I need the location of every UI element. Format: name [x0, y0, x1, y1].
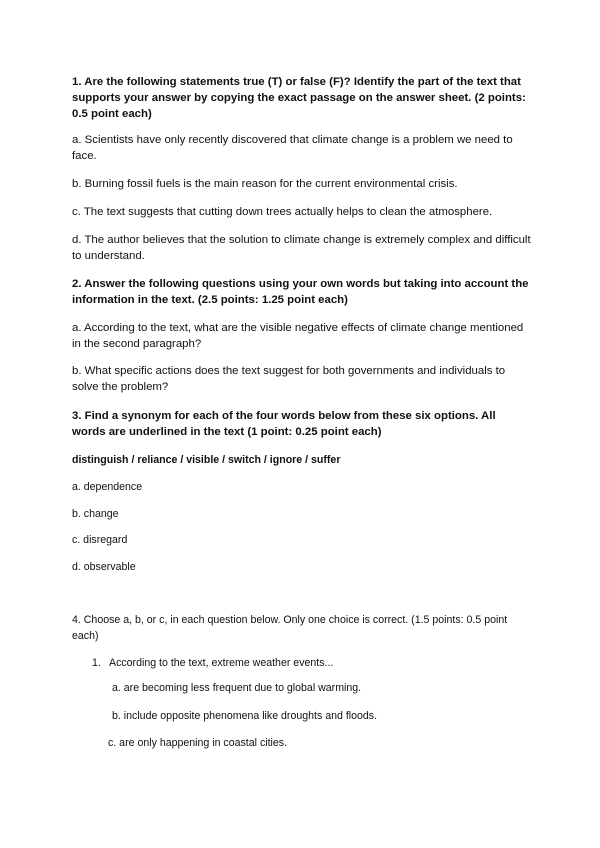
question-3-item-b: b. change	[72, 508, 119, 520]
question-3-options: distinguish / reliance / visible / switch / ignore / suffer	[72, 454, 341, 466]
question-2-item-a: a. According to the text, what are the visible negative effects of climate change mentioned in the second paragraph?	[72, 322, 524, 351]
question-1-item-b: b. Burning fossil fuels is the main reason for the current environmental crisis.	[72, 178, 458, 190]
question-2-item-b: b. What specific actions does the text suggest for both governments and individuals to solve the problem?	[72, 365, 506, 394]
question-4-sub-number: 1.	[92, 657, 101, 669]
question-4-choice-b: b. include opposite phenomena like droughts and floods.	[112, 710, 378, 722]
question-1-item-c: c. The text suggests that cutting down trees actually helps to clean the atmosphere.	[72, 206, 493, 218]
question-2-heading: 2. Answer the following questions using your own words but taking into account the information in the text. (2.5 points: 1.25 point each)	[72, 278, 529, 307]
question-3-item-a: a. dependence	[72, 481, 143, 493]
question-3-item-c: c. disregard	[72, 534, 128, 546]
question-1-item-d: d. The author believes that the solution to climate change is extremely complex and difficult to understand.	[72, 234, 531, 263]
question-4-choice-a: a. are becoming less frequent due to global warming.	[112, 682, 362, 694]
question-4-choice-c: c. are only happening in coastal cities.	[108, 737, 288, 749]
question-1-item-a: a. Scientists have only recently discovered that climate change is a problem we need to face.	[72, 134, 513, 163]
question-3-heading: 3. Find a synonym for each of the four words below from these six options. All words are underlined in the text (1 point: 0.25 point each)	[72, 410, 496, 439]
question-3-item-d: d. observable	[72, 561, 136, 573]
question-4-heading: 4. Choose a, b, or c, in each question below. Only one choice is correct. (1.5 points: 0.5 point each)	[72, 614, 508, 643]
question-1-heading: 1. Are the following statements true (T) or false (F)? Identify the part of the text that supports your answer by copying the exact passage on the answer sheet. (2 points: 0.5 point each)	[72, 76, 526, 121]
question-4-sub-question: According to the text, extreme weather events...	[109, 657, 334, 669]
